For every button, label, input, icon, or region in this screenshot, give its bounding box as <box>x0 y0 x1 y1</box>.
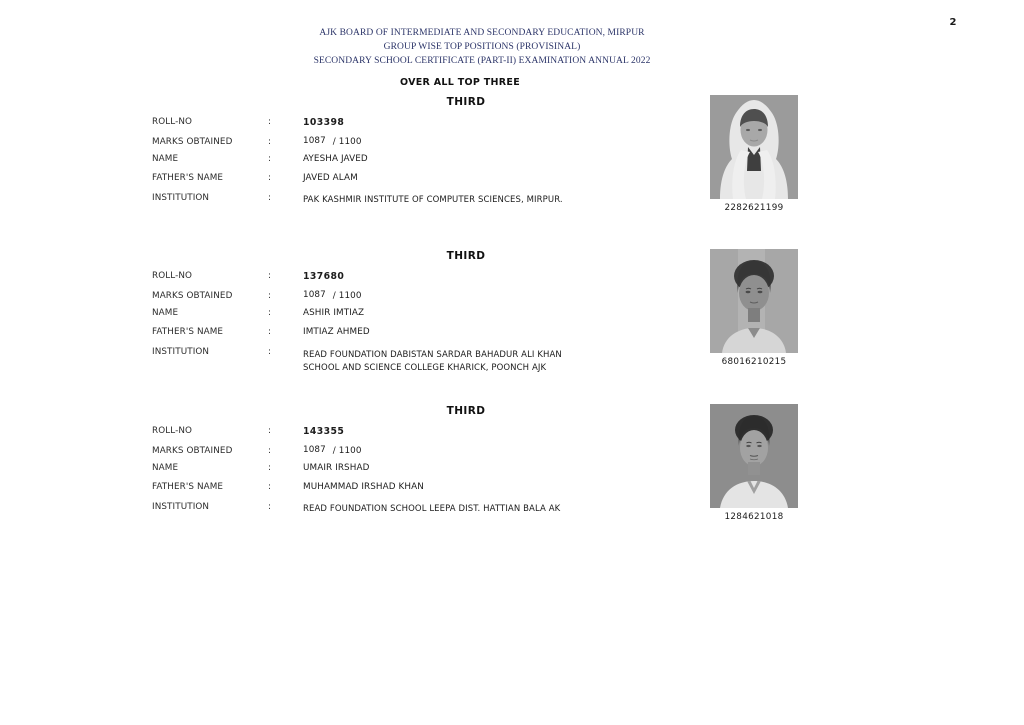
marks-obtained: 1087 <box>303 135 326 146</box>
field-label: MARKS OBTAINED <box>152 137 233 147</box>
marks-obtained: 1087 <box>303 289 326 300</box>
institution-value: PAK KASHMIR INSTITUTE OF COMPUTER SCIENCES, MIRPUR. <box>303 195 563 205</box>
position-record <box>0 96 1024 250</box>
rank-heading: THIRD <box>446 96 486 108</box>
header-subtitle: GROUP WISE TOP POSITIONS (PROVISINAL) <box>383 42 581 52</box>
roll-no-row <box>0 271 700 285</box>
field-label: INSTITUTION <box>152 502 210 512</box>
student-photo <box>710 95 798 213</box>
portrait-photo-icon <box>710 404 798 508</box>
section-title: OVER ALL TOP THREE <box>399 77 520 88</box>
rank-heading: THIRD <box>446 405 486 417</box>
marks-obtained: 1087 <box>303 444 326 455</box>
marks-row <box>0 137 700 151</box>
field-separator: : <box>268 446 271 456</box>
marks-total: / 1100 <box>332 291 362 301</box>
name-row <box>0 154 700 168</box>
field-separator: : <box>268 463 271 473</box>
marks-row <box>0 291 700 305</box>
student-name-value: ASHIR IMTIAZ <box>303 308 365 318</box>
board-header <box>0 26 964 68</box>
field-label: INSTITUTION <box>152 193 210 203</box>
portrait-photo-icon <box>710 249 798 353</box>
photo-id-number: 1284621018 <box>724 512 784 522</box>
fathers-name-value: JAVED ALAM <box>303 173 358 183</box>
field-label: NAME <box>152 154 179 164</box>
page-number: 2 <box>949 17 957 28</box>
name-row <box>0 308 700 322</box>
fathers-name-value: IMTIAZ AHMED <box>303 327 370 337</box>
fathers-name-row <box>0 482 700 496</box>
field-separator: : <box>268 193 271 203</box>
field-label: MARKS OBTAINED <box>152 446 233 456</box>
portrait-photo-icon <box>710 95 798 199</box>
institution-value: READ FOUNDATION DABISTAN SARDAR BAHADUR ALI KHAN SCHOOL AND SCIENCE COLLEGE KHARICK, POONCH AJK <box>303 350 562 373</box>
student-photo <box>710 404 798 522</box>
field-separator: : <box>268 327 271 337</box>
field-label: MARKS OBTAINED <box>152 291 233 301</box>
position-record <box>0 405 1024 559</box>
field-label: INSTITUTION <box>152 347 210 357</box>
field-separator: : <box>268 271 271 281</box>
marks-value <box>303 446 362 456</box>
field-label: FATHER'S NAME <box>152 327 224 337</box>
field-separator: : <box>268 117 271 127</box>
field-label: FATHER'S NAME <box>152 482 224 492</box>
field-label: ROLL-NO <box>152 426 193 436</box>
roll-no-row <box>0 426 700 440</box>
position-record <box>0 250 1024 404</box>
field-separator: : <box>268 502 271 512</box>
marks-value <box>303 291 362 301</box>
roll-no-value: 143355 <box>303 426 345 437</box>
student-photo <box>710 249 798 367</box>
photo-id-number: 68016210215 <box>721 357 787 367</box>
field-separator: : <box>268 426 271 436</box>
field-separator: : <box>268 308 271 318</box>
marks-total: / 1100 <box>332 446 362 456</box>
field-label: FATHER'S NAME <box>152 173 224 183</box>
institution-row <box>0 193 700 207</box>
roll-no-value: 103398 <box>303 117 345 128</box>
fathers-name-row <box>0 327 700 341</box>
field-separator: : <box>268 173 271 183</box>
fathers-name-value: MUHAMMAD IRSHAD KHAN <box>303 482 424 492</box>
marks-row <box>0 446 700 460</box>
institution-row <box>0 502 700 516</box>
rank-heading: THIRD <box>446 250 486 262</box>
institution-row <box>0 347 700 373</box>
marks-value <box>303 137 362 147</box>
marks-total: / 1100 <box>332 137 362 147</box>
name-row <box>0 463 700 477</box>
student-name-value: AYESHA JAVED <box>303 154 368 164</box>
field-separator: : <box>268 482 271 492</box>
fathers-name-row <box>0 173 700 187</box>
roll-no-row <box>0 117 700 131</box>
field-label: NAME <box>152 463 179 473</box>
roll-no-value: 137680 <box>303 271 345 282</box>
field-separator: : <box>268 137 271 147</box>
board-name: AJK BOARD OF INTERMEDIATE AND SECONDARY EDUCATION, MIRPUR <box>319 28 645 38</box>
exam-title: SECONDARY SCHOOL CERTIFICATE (PART-II) EXAMINATION ANNUAL 2022 <box>313 56 651 66</box>
field-separator: : <box>268 347 271 357</box>
field-label: NAME <box>152 308 179 318</box>
institution-value: READ FOUNDATION SCHOOL LEEPA DIST. HATTIAN BALA AK <box>303 504 561 514</box>
field-label: ROLL-NO <box>152 117 193 127</box>
field-label: ROLL-NO <box>152 271 193 281</box>
field-separator: : <box>268 154 271 164</box>
field-separator: : <box>268 291 271 301</box>
student-name-value: UMAIR IRSHAD <box>303 463 370 473</box>
photo-id-number: 2282621199 <box>724 203 784 213</box>
